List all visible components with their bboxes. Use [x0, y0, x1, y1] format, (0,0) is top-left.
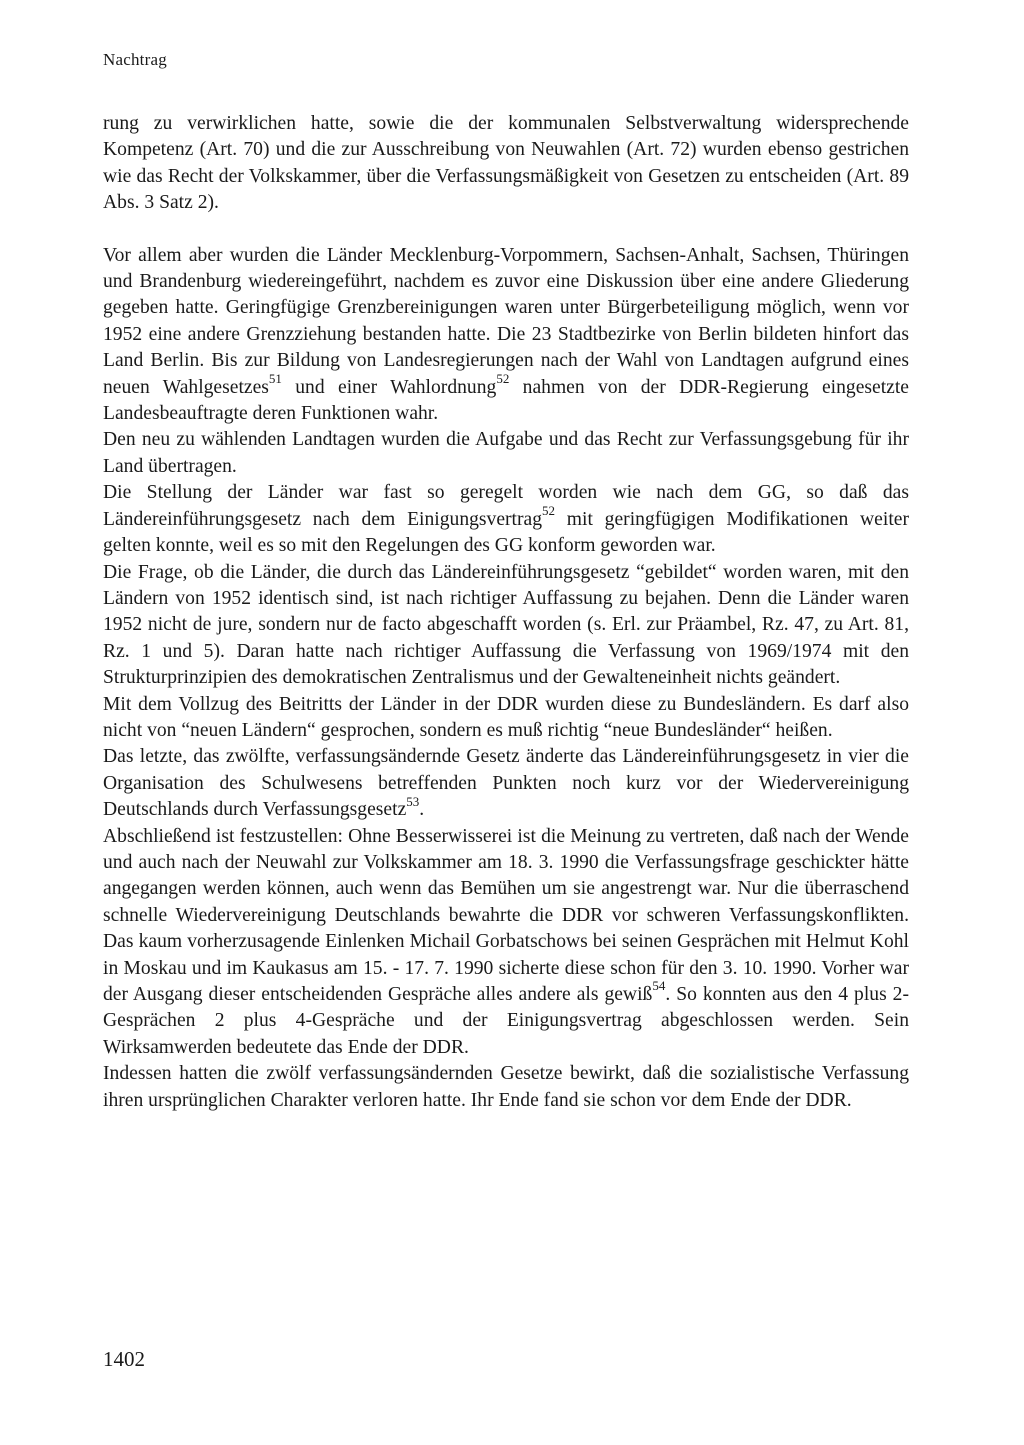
page-number: 1402 — [103, 1347, 145, 1371]
text-segment: Den neu zu wählenden Landtagen wurden die Aufgabe und das Recht zur Verfassungsgebung für ihr Land übertragen. — [103, 429, 909, 477]
text-segment: Die Frage, ob die Länder, die durch das Ländereinführungsgesetz “gebildet“ worden waren, mit den Ländern von 1952 identisch sind, ist nach richtiger Auffassung zu bejahen. Denn die Länder waren 1952 nicht de jure, sondern nur de facto abgeschafft worden (s. Erl. zur Präambel, Rz. 47, zu Art. 81, Rz. 1 und 5). Daran hatte nach richtiger Auffassung die Verfassung von 1969/1974 mit den Strukturprinzipien des demokratischen Zentralismus und der Gewalteneinheit nichts geändert. — [103, 561, 909, 689]
text-segment: nahmen von der DDR-Regierung eingesetzte Landesbeauftragte deren Funktionen wahr. — [103, 376, 909, 425]
text-segment: Mit dem Vollzug des Beitritts der Länder in der DDR wurden diese zu Bundesländern. Es darf also nicht von “neuen Ländern“ gesprochen, sondern es muß richtig “neue Bundesländer“ heißen. — [103, 693, 909, 741]
body-text — [103, 111, 909, 1114]
text-segment: Abschließend ist festzustellen: Ohne Besserwisserei ist die Meinung zu vertreten, daß nach der Wende und auch nach der Neuwahl zur Volkskammer am 18. 3. 1990 die Verfassungsfrage geschickter hätte angegangen werden können, auch wenn das Bemühen um sie angestrengt war. Nur die überraschend schnelle Wiedervereinigung Deutschlands bewahrte die DDR vor schweren Verfassungskonflikten. Das kaum vorherzusagende Einlenken Michail Gorbatschows bei seinen Gesprächen mit Helmut Kohl in Moskau und im Kaukasus am 15. - 17. 7. 1990 sicherte diese schon für den 3. 10. 1990. Vorher war der Ausgang dieser entscheidenden Gespräche alles andere als gewiß — [103, 825, 909, 1005]
footnote-ref: 52 — [542, 503, 556, 519]
text-segment: Das letzte, das zwölfte, verfassungsändernde Gesetz änderte das Ländereinführungsgesetz in vier die Organisation des Schulwesens betreffenden Punkten noch kurz vor der Wiedervereinigung Deutschlands durch Verfassungsgesetz — [103, 746, 909, 821]
paragraph — [103, 427, 909, 480]
text-segment: Die Stellung der Länder war fast so geregelt worden wie nach dem GG, so daß das Ländereinführungsgesetz nach dem Einigungsvertrag — [103, 482, 909, 530]
text-segment: und einer Wahlordnung — [281, 376, 497, 398]
paragraph — [103, 560, 909, 692]
text-segment: . So konnten aus den 4 plus 2-Gesprächen 2 plus 4-Gespräche und der Einigungsvertrag abgeschlossen werden. Sein Wirksamwerden bedeutete das Ende der DDR. — [103, 984, 909, 1058]
running-head: Nachtrag — [103, 50, 167, 69]
paragraph — [103, 824, 909, 1062]
footnote-ref: 54 — [652, 978, 666, 994]
footnote-ref: 53 — [406, 793, 420, 809]
footnote-ref: 51 — [268, 371, 282, 387]
paragraph — [103, 744, 909, 823]
paragraph — [103, 692, 909, 745]
text-segment: Indessen hatten die zwölf verfassungsändernden Gesetze bewirkt, daß die sozialistische Verfassung ihren ursprünglichen Charakter verloren hatte. Ihr Ende fand sie schon vor dem Ende der DDR. — [103, 1063, 909, 1111]
text-segment: . — [419, 799, 425, 821]
paragraph — [103, 243, 909, 428]
footnote-ref: 52 — [496, 371, 510, 387]
paragraph — [103, 1061, 909, 1114]
text-segment: rung zu verwirklichen hatte, sowie die der kommunalen Selbstverwaltung widersprechende Kompetenz (Art. 70) und die zur Ausschreibung von Neuwahlen (Art. 72) wurden ebenso gestrichen wie das Recht der Volkskammer, über die Verfassungsmäßigkeit von Gesetzen zu entscheiden (Art. 89 Abs. 3 Satz 2). — [103, 113, 909, 214]
text-segment: mit geringfügigen Modifikationen weiter gelten konnte, weil es so mit den Regelungen des GG konform geworden war. — [103, 508, 909, 557]
paragraph — [103, 480, 909, 559]
paragraph — [103, 111, 909, 217]
text-segment: Vor allem aber wurden die Länder Mecklenburg-Vorpommern, Sachsen-Anhalt, Sachsen, Thüringen und Brandenburg wiedereingeführt, nachdem es zuvor eine Diskussion über eine andere Gliederung gegeben hatte. Geringfügige Grenzbereinigungen waren unter Bürgerbeteiligung möglich, wenn vor 1952 eine andere Grenzziehung bestanden hatte. Die 23 Stadtbezirke von Berlin bildeten hinfort das Land Berlin. Bis zur Bildung von Landesregierungen nach der Wahl von Landtagen aufgrund eines neuen Wahlgesetzes — [103, 244, 909, 398]
